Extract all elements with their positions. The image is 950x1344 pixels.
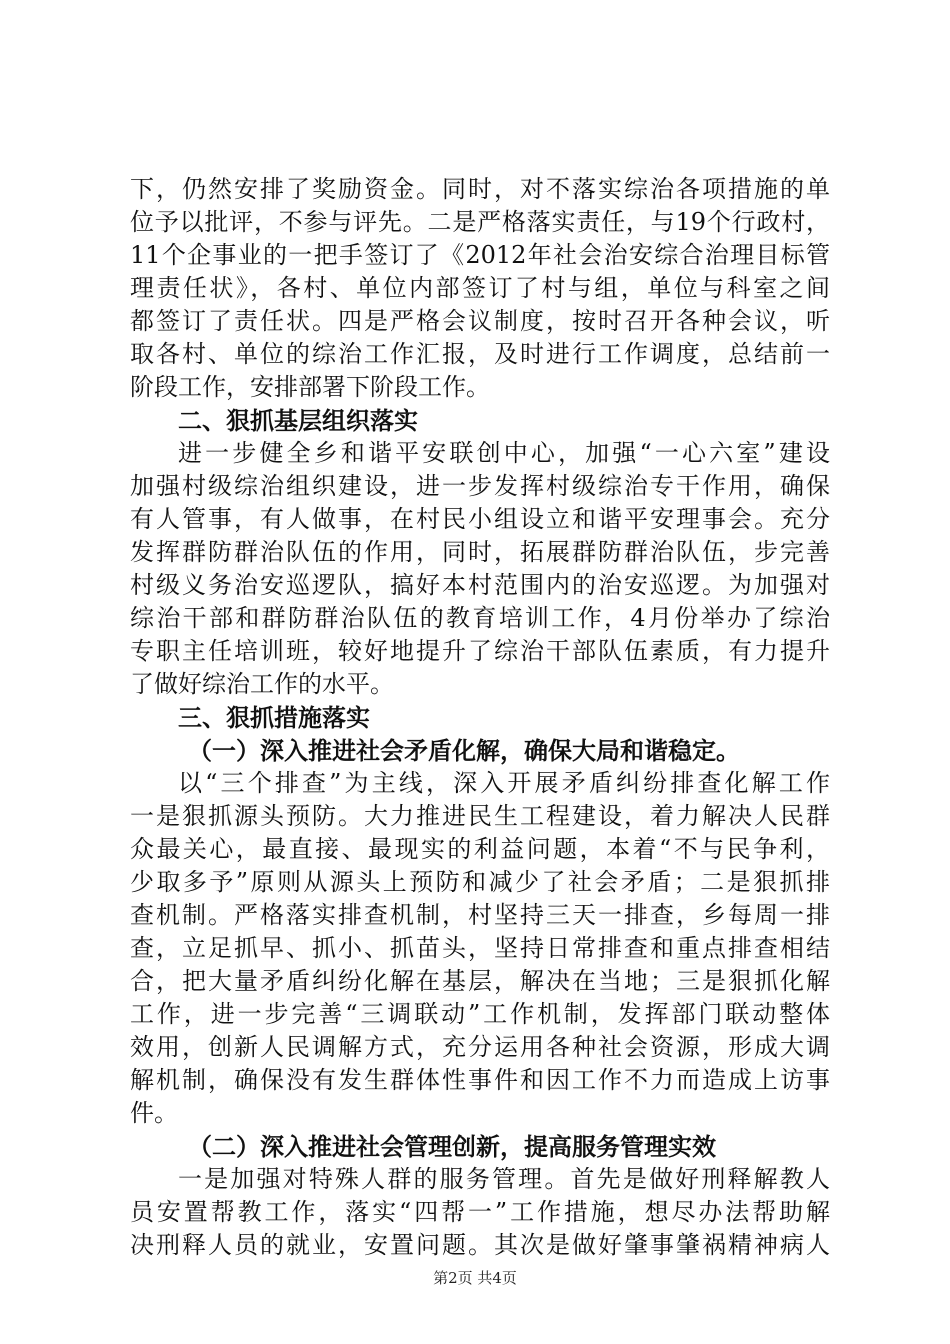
body-line: 11个企事业的一把手签订了《2012年社会治安综合治理目标管 [130, 241, 830, 269]
body-line: 少取多予”原则从源头上预防和减少了社会矛盾；二是狠抓排 [130, 868, 830, 896]
paragraph-last-line: 了做好综治工作的水平。 [130, 670, 394, 698]
body-line: 加强村级综治组织建设，进一步发挥村级综治专干作用，确保 [130, 472, 830, 500]
body-line: 效用，创新人民调解方式，充分运用各种社会资源，形成大调 [130, 1033, 830, 1061]
document-body [130, 173, 830, 1262]
body-line: 下，仍然安排了奖励资金。同时，对不落实综治各项措施的单 [130, 175, 830, 203]
body-line: 查机制。严格落实排查机制，村坚持三天一排查，乡每周一排 [130, 901, 830, 929]
body-line: 都签订了责任状。四是严格会议制度，按时召开各种会议，听 [130, 307, 830, 335]
section-heading: 三、狠抓措施落实 [178, 703, 370, 732]
body-line: 综治干部和群防群治队伍的教育培训工作，4月份举办了综治 [130, 604, 830, 632]
body-line: 查，立足抓早、抓小、抓苗头，坚持日常排查和重点排查相结 [130, 934, 830, 962]
subsection-heading: （一）深入推进社会矛盾化解，确保大局和谐稳定。 [188, 736, 740, 765]
body-line: 众最关心，最直接、最现实的利益问题，本着“不与民争利， [130, 835, 830, 863]
section-heading: 二、狠抓基层组织落实 [178, 406, 418, 435]
paragraph-last-line: 阶段工作，安排部署下阶段工作。 [130, 373, 490, 401]
body-line: 工作，进一步完善“三调联动”工作机制，发挥部门联动整体 [130, 1000, 830, 1028]
subsection-heading: （二）深入推进社会管理创新，提高服务管理实效 [188, 1132, 716, 1161]
body-line: 合，把大量矛盾纠纷化解在基层，解决在当地；三是狠抓化解 [130, 967, 830, 995]
body-line: 专职主任培训班，较好地提升了综治干部队伍素质，有力提升 [130, 637, 830, 665]
paragraph-first-line: 以“三个排查”为主线，深入开展矛盾纠纷排查化解工作 [178, 769, 830, 797]
body-line: 取各村、单位的综治工作汇报，及时进行工作调度，总结前一 [130, 340, 830, 368]
body-line: 村级义务治安巡逻队，搞好本村范围内的治安巡逻。为加强对 [130, 571, 830, 599]
body-line: 发挥群防群治队伍的作用，同时，拓展群防群治队伍，步完善 [130, 538, 830, 566]
body-line: 位予以批评，不参与评先。二是严格落实责任，与19个行政村， [130, 208, 830, 236]
paragraph-first-line: 进一步健全乡和谐平安联创中心，加强“一心六室”建设 [178, 439, 830, 467]
paragraph-first-line: 一是加强对特殊人群的服务管理。首先是做好刑释解教人 [178, 1165, 830, 1193]
body-line: 理责任状》，各村、单位内部签订了村与组，单位与科室之间 [130, 274, 830, 302]
page-footer: 第2页 共4页 [433, 1269, 517, 1287]
body-line: 一是狠抓源头预防。大力推进民生工程建设，着力解决人民群 [130, 802, 830, 830]
body-line: 决刑释人员的就业，安置问题。其次是做好肇事肇祸精神病人 [130, 1231, 830, 1259]
body-line: 有人管事，有人做事，在村民小组设立和谐平安理事会。充分 [130, 505, 830, 533]
body-line: 解机制，确保没有发生群体性事件和因工作不力而造成上访事 [130, 1066, 830, 1094]
paragraph-last-line: 件。 [130, 1099, 178, 1127]
body-line: 员安置帮教工作，落实“四帮一”工作措施，想尽办法帮助解 [130, 1198, 830, 1226]
